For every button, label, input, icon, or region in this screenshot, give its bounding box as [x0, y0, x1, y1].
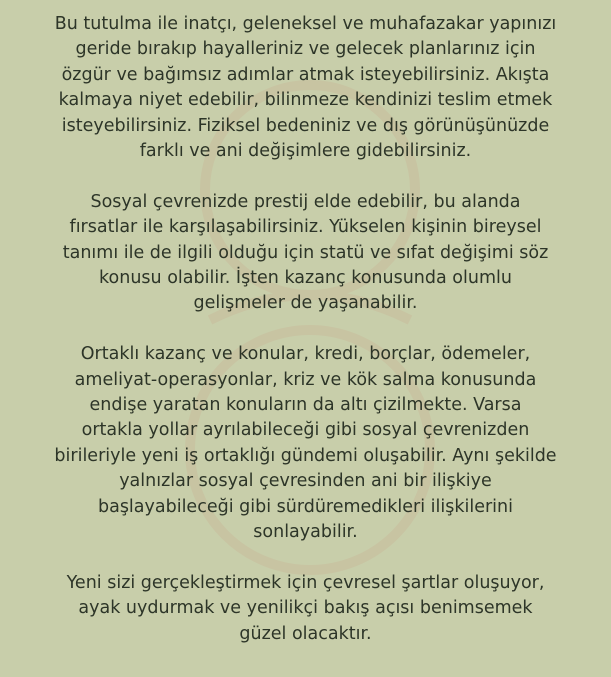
text-line: yalnızlar sosyal çevresinden ani bir ilişkiye [119, 471, 492, 492]
text-line: sonlayabilir. [253, 522, 358, 543]
text-line: Yeni sizi gerçekleştirmek için çevresel şartlar oluşuyor, [66, 572, 545, 593]
text-line: birileriyle yeni iş ortaklığı gündemi oluşabilir. Aynı şekilde [54, 445, 557, 466]
text-line: geride bırakıp hayalleriniz ve gelecek planlarınız için [75, 39, 536, 60]
text-line: tanımı ile de ilgili olduğu için statü ve sıfat değişimi söz [62, 242, 549, 263]
text-line: fırsatlar ile karşılaşabilirsiniz. Yükselen kişinin bireysel [69, 217, 542, 238]
text-line: ayak uydurmak ve yenilikçi bakış açısı benimsemek [78, 598, 533, 619]
paragraph-4 [26, 571, 585, 647]
text-line: gelişmeler de yaşanabilir. [193, 293, 418, 314]
text-line: ameliyat-operasyonlar, kriz ve kök salma konusunda [74, 369, 537, 390]
text-line: güzel olacaktır. [239, 623, 372, 644]
text-line: konusu olabilir. İşten kazanç konusunda olumlu [99, 268, 512, 289]
text-line: Ortaklı kazanç ve konular, kredi, borçlar, ödemeler, [80, 344, 531, 365]
paragraph-3 [26, 342, 585, 545]
text-line: Bu tutulma ile inatçı, geleneksel ve muhafazakar yapınızı [54, 14, 557, 34]
text-line: isteyebilirsiniz. Fiziksel bedeniniz ve dış görünüşünüzde [61, 115, 550, 136]
text-line: farklı ve ani değişimlere gidebilirsiniz. [139, 141, 472, 162]
text-line: Sosyal çevrenizde prestij elde edebilir, bu alanda [90, 191, 521, 212]
text-line: özgür ve bağımsız adımlar atmak isteyebilirsiniz. Akışta [61, 64, 550, 85]
text-line: ortakla yollar ayrılabileceği gibi sosyal çevrenizden [81, 420, 530, 441]
text-line: başlayabileceği gibi sürdüremedikleri ilişkilerini [97, 496, 514, 517]
paragraph-1 [26, 12, 585, 164]
text-line: kalmaya niyet edebilir, bilinmeze kendinizi teslim etmek [58, 90, 553, 111]
paragraph-2 [26, 190, 585, 317]
document-body [0, 12, 611, 673]
text-line: endişe yaratan konuların da altı çizilmekte. Varsa [89, 395, 522, 416]
